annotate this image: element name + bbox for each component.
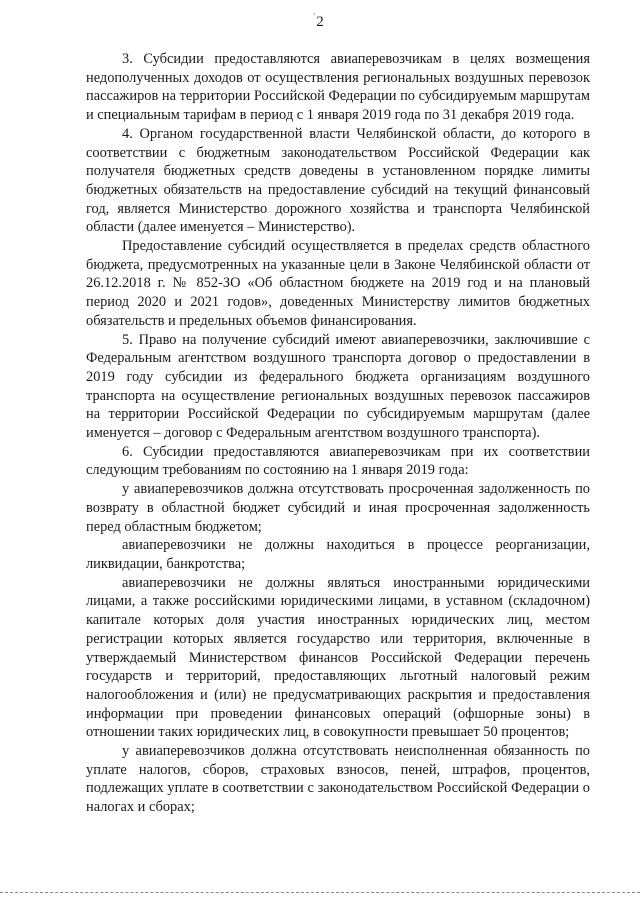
requirement-no-debt: у авиаперевозчиков должна отсутствовать просроченная задолженность по возврату в областной бюджет субсидий и иная просроченная задолженность перед областным бюджетом; <box>86 481 590 535</box>
page-bottom-divider <box>0 892 640 893</box>
paragraph-item-6: 6. Субсидии предоставляются авиаперевозчикам при их соответствии следующим требованиям по состоянию на 1 января 2019 года: <box>86 443 590 479</box>
paragraph-item-5: 5. Право на получение субсидий имеют авиаперевозчики, заключившие с Федеральным агентством воздушного транспорта договор о предоставлении в 2019 году субсидии из федерального бюджета организациям воздушного транспорта на осуществление региональных воздушных перевозок пассажиров на территории Российской Федерации по субсидируемым маршрутам (далее именуется – договор с Федеральным агентством воздушного транспорта). <box>86 331 590 442</box>
page-number: 2 <box>316 14 324 30</box>
paragraph-item-3: 3. Субсидии предоставляются авиаперевозчикам в целях возмещения недополученных доходов от осуществления региональных воздушных перевозок пассажиров на территории Российской Федерации по субсидируемым маршрутам и специальным тарифам в период с 1 января 2019 года по 31 декабря 2019 года. <box>86 51 590 124</box>
paragraph-funding: Предоставление субсидий осуществляется в пределах средств областного бюджета, предусмотренных на указанные цели в Законе Челябинской области от 26.12.2018 г. № 852-ЗО «Об областном бюджете на 2019 год и на плановый период 2020 и 2021 годов», доведенных Министерству лимитов бюджетных обязательств и предельных объемов финансирования. <box>86 238 590 329</box>
requirement-no-reorganization: авиаперевозчики не должны находиться в процессе реорганизации, ликвидации, банкротства; <box>86 537 590 572</box>
requirement-no-foreign-offshore: авиаперевозчики не должны являться иностранными юридическими лицами, а также российскими юридическими лицами, в уставном (складочном) капитале которых доля участия иностранных юридических лиц, местом регистрации которых является государство или территория, включенные в утверждаемый Министерством финансов Российской Федерации перечень государств и территорий, предоставляющих льготный налоговый режим налогообложения и (или) не предусматривающих раскрытия и предоставления информации при проведении финансовых операций (офшорные зоны) в отношении таких юридических лиц, в совокупности превышает 50 процентов; <box>86 574 590 741</box>
document-body <box>86 50 590 817</box>
page-tick-mark: ` <box>313 12 316 22</box>
requirement-no-tax-arrears: у авиаперевозчиков должна отсутствовать неисполненная обязанность по уплате налогов, сборов, страховых взносов, пеней, штрафов, процентов, подлежащих уплате в соответствии с законодательством Российской Федерации о налогах и сборах; <box>86 743 590 816</box>
paragraph-item-4: 4. Органом государственной власти Челябинской области, до которого в соответствии с бюджетным законодательством Российской Федерации как получателя бюджетных средств доведены в установленном порядке лимиты бюджетных обязательств на предоставление субсидий на текущий финансовый год, является Министерство дорожного хозяйства и транспорта Челябинской области (далее именуется – Министерство). <box>86 125 590 236</box>
